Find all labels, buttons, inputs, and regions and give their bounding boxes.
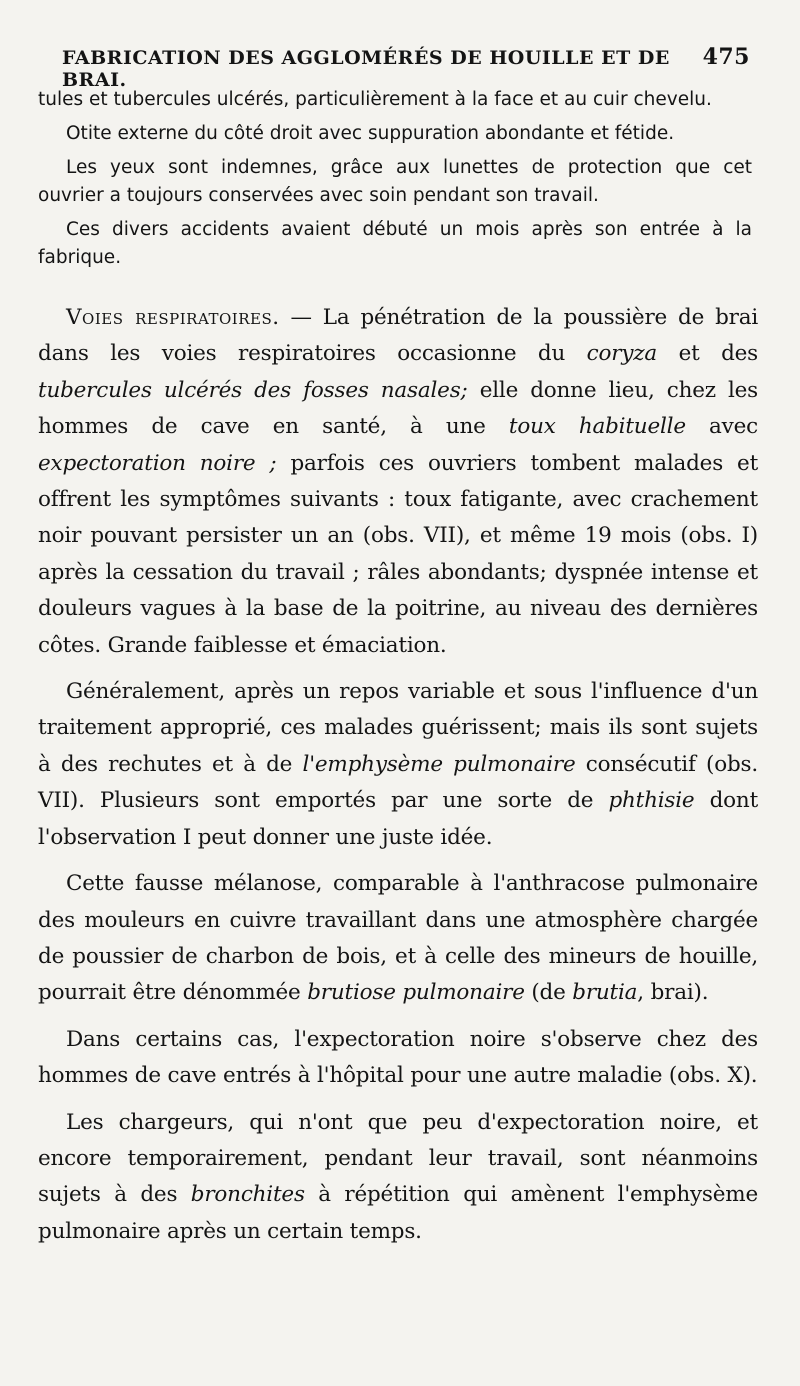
paragraph [38,300,758,664]
page-number: 475 [702,44,750,70]
text-run: à répétition qui amènent l'emphysème pulmonaire après un certain temps. [38,1182,758,1244]
text-run: elle donne lieu, chez les hommes de cave en santé, à une [38,377,759,440]
text-run: Les chargeurs, qui n'ont que peu d'expectoration noire, et encore temporairement, pendant leur travail, sont néanmoins sujets à des [38,1109,758,1208]
text-run: , brai). [637,980,709,1006]
italic-run: bronchites [190,1182,305,1208]
section-title: Voies respiratoires. [66,305,280,330]
italic-run: phthisie [608,788,695,814]
italic-run: brutia [572,980,638,1006]
paragraph: Otite externe du côté droit avec suppuration abondante et fétide. [66,123,675,144]
paragraph: Dans certains cas, l'expectoration noire s'observe chez des hommes de cave entrés à l'hôpital pour une autre maladie (obs. X). [38,1026,758,1089]
paragraph [38,866,758,1012]
paragraph: Ces divers accidents avaient débuté un mois après son entrée à la fabrique. [38,219,752,268]
section-voies-respiratoires [38,300,758,1260]
italic-run: brutiose pulmonaire [307,980,525,1006]
text-run: dont l'observation I peut donner une juste idée. [38,788,759,850]
italic-run: expectoration noire ; [38,450,277,476]
italic-run: l'emphysème pulmonaire [302,751,576,777]
text-run: Cette fausse mélanose, comparable à l'anthracose pulmonaire des mouleurs en cuivre travaillant dans une atmosphère chargée de poussier de charbon de bois, et à celle des mineurs de houille, pourrait être dénommée [38,871,758,1006]
text-run: (de [524,980,573,1006]
text-run: consécutif (obs. VII). Plusieurs sont emportés par une sorte de [38,751,759,814]
text-run: Généralement, après un repos variable et sous l'influence d'un traitement approprié, ces malades guérissent; mais ils sont sujets à des rechutes et à de [38,679,758,777]
text-run: parfois ces ouvriers tombent malades et offrent les symptômes suivants : toux fatigante, avec crachement noir pouvant persister un an (obs. VII), et même 19 mois (obs. I) après la cessation du travail ; râles abondants; dyspnée intense et douleurs vagues à la base de la poitrine, au niveau des dernières côtes. Grande faiblesse et émaciation. [38,450,759,658]
running-title: FABRICATION DES AGGLOMÉRÉS DE HOUILLE ET DE BRAI. [62,47,670,91]
italic-run: toux habituelle [508,414,686,440]
text-run: — La pénétration de la poussière de brai dans les voies respiratoires occasionne du [38,305,759,367]
case-continuation [38,86,752,278]
paragraph: tules et tubercules ulcérés, particulièrement à la face et au cuir chevelu. [38,89,712,110]
italic-run: coryza [586,341,658,367]
paragraph [38,1105,758,1251]
italic-run: tubercules ulcérés des fosses nasales; [38,377,468,403]
running-header [62,44,750,91]
paragraph: Les yeux sont indemnes, grâce aux lunettes de protection que cet ouvrier a toujours conservées avec soin pendant son travail. [38,157,752,206]
text-run: avec [685,414,758,440]
paragraph [38,674,758,856]
text-run: et des [657,341,758,367]
